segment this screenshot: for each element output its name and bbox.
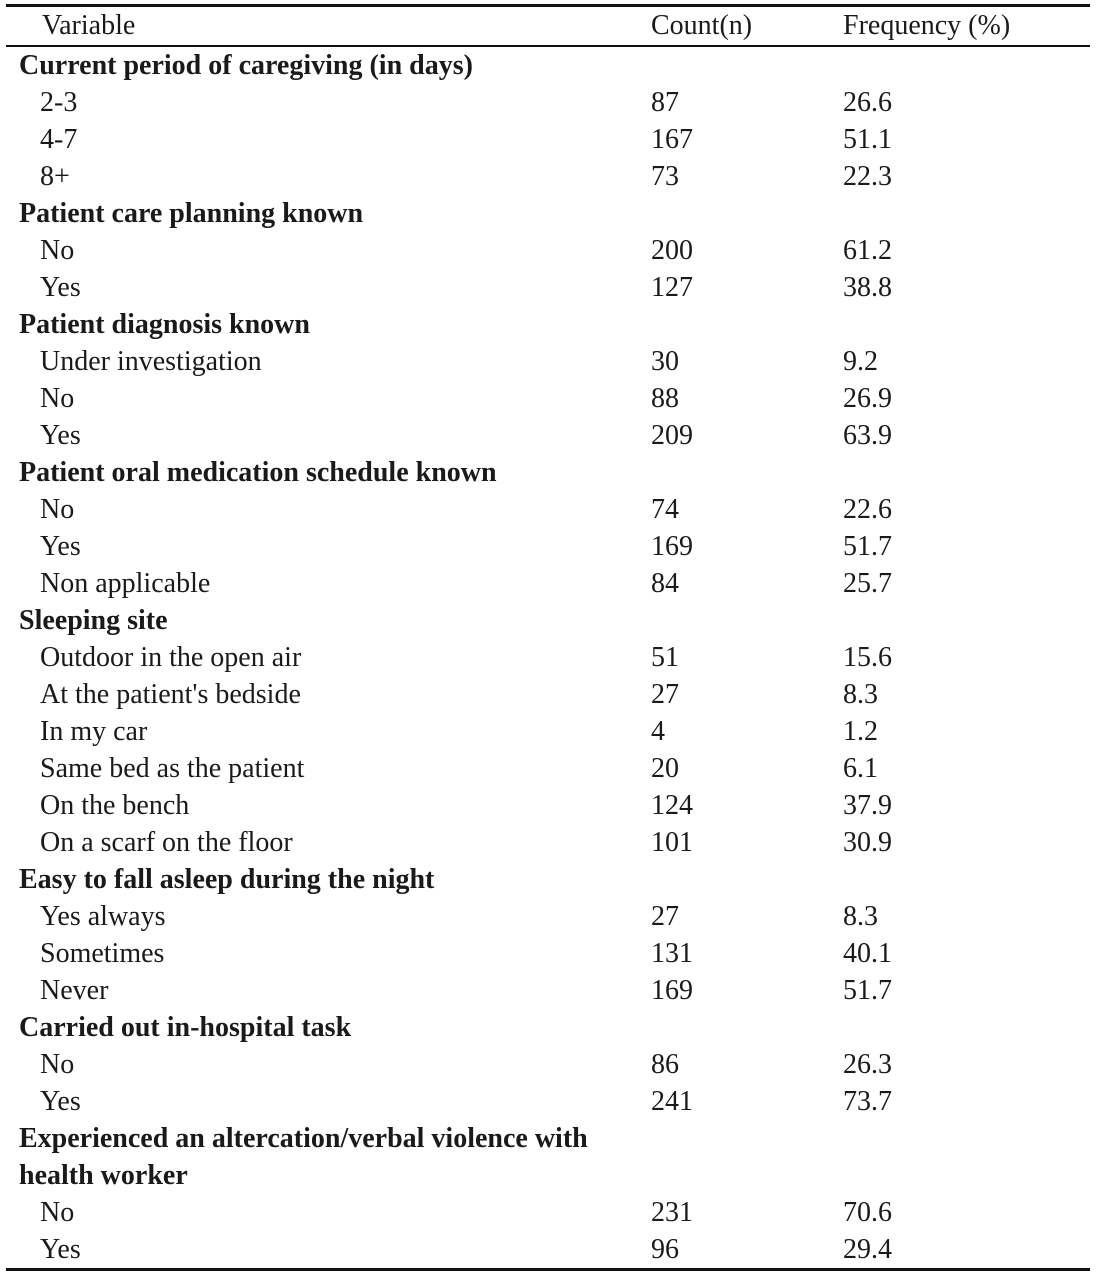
row-count: 169 <box>651 975 693 1006</box>
row-frequency: 29.4 <box>843 1234 892 1265</box>
row-frequency: 63.9 <box>843 420 892 451</box>
table-row <box>6 1194 1090 1231</box>
row-frequency: 51.1 <box>843 124 892 155</box>
row-label: On a scarf on the floor <box>40 827 293 858</box>
row-count: 101 <box>651 827 693 858</box>
row-frequency: 22.6 <box>843 494 892 525</box>
row-label: Under investigation <box>40 346 262 377</box>
empty-cell <box>843 602 1090 639</box>
row-label: On the bench <box>40 790 190 821</box>
row-frequency: 38.8 <box>843 272 892 303</box>
table-row <box>6 158 1090 195</box>
row-count: 74 <box>651 494 679 525</box>
row-label: In my car <box>40 716 148 747</box>
row-frequency: 51.7 <box>843 531 892 562</box>
row-label: Yes always <box>40 901 166 932</box>
row-frequency: 15.6 <box>843 642 892 673</box>
row-count: 131 <box>651 938 693 969</box>
empty-cell <box>843 1120 1090 1194</box>
group-row <box>6 454 1090 491</box>
table-row <box>6 380 1090 417</box>
row-label: Yes <box>40 531 81 562</box>
table-row <box>6 972 1090 1009</box>
row-frequency: 22.3 <box>843 161 892 192</box>
empty-cell <box>651 602 843 639</box>
table-row <box>6 121 1090 158</box>
row-frequency: 1.2 <box>843 716 878 747</box>
row-frequency: 51.7 <box>843 975 892 1006</box>
table-row <box>6 343 1090 380</box>
row-label: No <box>40 1049 75 1080</box>
table-row <box>6 269 1090 306</box>
row-label: No <box>40 1197 75 1228</box>
table-row <box>6 565 1090 602</box>
empty-cell <box>843 454 1090 491</box>
row-count: 209 <box>651 420 693 451</box>
table-row <box>6 787 1090 824</box>
table-row <box>6 1083 1090 1120</box>
row-label: Outdoor in the open air <box>40 642 302 673</box>
table-row <box>6 898 1090 935</box>
empty-cell <box>651 195 843 232</box>
row-label: No <box>40 235 75 266</box>
header-frequency: Frequency (%) <box>843 10 1011 41</box>
row-label: Same bed as the patient <box>40 753 305 784</box>
row-label: 8+ <box>40 161 70 192</box>
table-row <box>6 84 1090 121</box>
bottom-rule <box>6 1268 1090 1271</box>
row-count: 231 <box>651 1197 693 1228</box>
table-row <box>6 528 1090 565</box>
table-row <box>6 935 1090 972</box>
row-label: Yes <box>40 272 81 303</box>
group-row <box>6 1120 1090 1194</box>
header-variable: Variable <box>42 10 136 41</box>
table-row <box>6 1231 1090 1268</box>
row-label: Never <box>40 975 109 1006</box>
row-count: 169 <box>651 531 693 562</box>
row-count: 127 <box>651 272 693 303</box>
group-row <box>6 861 1090 898</box>
group-title: Patient oral medication schedule known <box>19 457 497 488</box>
row-label: At the patient's bedside <box>40 679 301 710</box>
row-label: Sometimes <box>40 938 165 969</box>
header-row <box>6 7 1090 45</box>
group-title: Experienced an altercation/verbal violence with health worker <box>19 1123 588 1191</box>
row-frequency: 26.3 <box>843 1049 892 1080</box>
group-row <box>6 195 1090 232</box>
empty-cell <box>843 861 1090 898</box>
row-count: 200 <box>651 235 693 266</box>
row-count: 73 <box>651 161 679 192</box>
row-frequency: 37.9 <box>843 790 892 821</box>
empty-cell <box>843 306 1090 343</box>
row-label: Yes <box>40 1086 81 1117</box>
header-count: Count(n) <box>651 10 753 41</box>
group-row <box>6 306 1090 343</box>
group-title: Sleeping site <box>19 605 168 636</box>
row-label: 4-7 <box>40 124 78 155</box>
table-row <box>6 713 1090 750</box>
table <box>6 7 1090 45</box>
row-count: 88 <box>651 383 679 414</box>
row-frequency: 26.6 <box>843 87 892 118</box>
table-body <box>6 47 1090 1268</box>
row-count: 84 <box>651 568 679 599</box>
row-count: 51 <box>651 642 679 673</box>
row-count: 27 <box>651 679 679 710</box>
row-frequency: 61.2 <box>843 235 892 266</box>
group-title: Carried out in-hospital task <box>19 1012 352 1043</box>
empty-cell <box>651 306 843 343</box>
row-label: No <box>40 494 75 525</box>
row-frequency: 8.3 <box>843 901 878 932</box>
row-count: 167 <box>651 124 693 155</box>
table-row <box>6 1046 1090 1083</box>
group-row <box>6 47 1090 84</box>
row-frequency: 6.1 <box>843 753 878 784</box>
row-frequency: 8.3 <box>843 679 878 710</box>
row-frequency: 40.1 <box>843 938 892 969</box>
group-title: Patient diagnosis known <box>19 309 310 340</box>
group-title: Easy to fall asleep during the night <box>19 864 435 895</box>
empty-cell <box>651 47 843 84</box>
empty-cell <box>843 195 1090 232</box>
row-count: 27 <box>651 901 679 932</box>
row-count: 96 <box>651 1234 679 1265</box>
row-frequency: 26.9 <box>843 383 892 414</box>
row-count: 241 <box>651 1086 693 1117</box>
table-row <box>6 750 1090 787</box>
row-count: 4 <box>651 716 665 747</box>
row-frequency: 9.2 <box>843 346 878 377</box>
row-count: 30 <box>651 346 679 377</box>
empty-cell <box>843 1009 1090 1046</box>
empty-cell <box>651 861 843 898</box>
empty-cell <box>651 1120 843 1194</box>
empty-cell <box>651 1009 843 1046</box>
table-row <box>6 639 1090 676</box>
row-label: Non applicable <box>40 568 211 599</box>
table-row <box>6 417 1090 454</box>
row-count: 20 <box>651 753 679 784</box>
row-label: Yes <box>40 1234 81 1265</box>
row-count: 87 <box>651 87 679 118</box>
row-frequency: 73.7 <box>843 1086 892 1117</box>
row-count: 124 <box>651 790 693 821</box>
group-row <box>6 602 1090 639</box>
group-title: Patient care planning known <box>19 198 364 229</box>
table-row <box>6 676 1090 713</box>
row-label: 2-3 <box>40 87 78 118</box>
row-frequency: 30.9 <box>843 827 892 858</box>
table-row <box>6 232 1090 269</box>
row-label: Yes <box>40 420 81 451</box>
empty-cell <box>651 454 843 491</box>
group-title: Current period of caregiving (in days) <box>19 50 473 81</box>
table-row <box>6 491 1090 528</box>
row-frequency: 70.6 <box>843 1197 892 1228</box>
table-row <box>6 824 1090 861</box>
data-table <box>6 4 1090 1271</box>
row-frequency: 25.7 <box>843 568 892 599</box>
row-label: No <box>40 383 75 414</box>
empty-cell <box>843 47 1090 84</box>
row-count: 86 <box>651 1049 679 1080</box>
group-row <box>6 1009 1090 1046</box>
